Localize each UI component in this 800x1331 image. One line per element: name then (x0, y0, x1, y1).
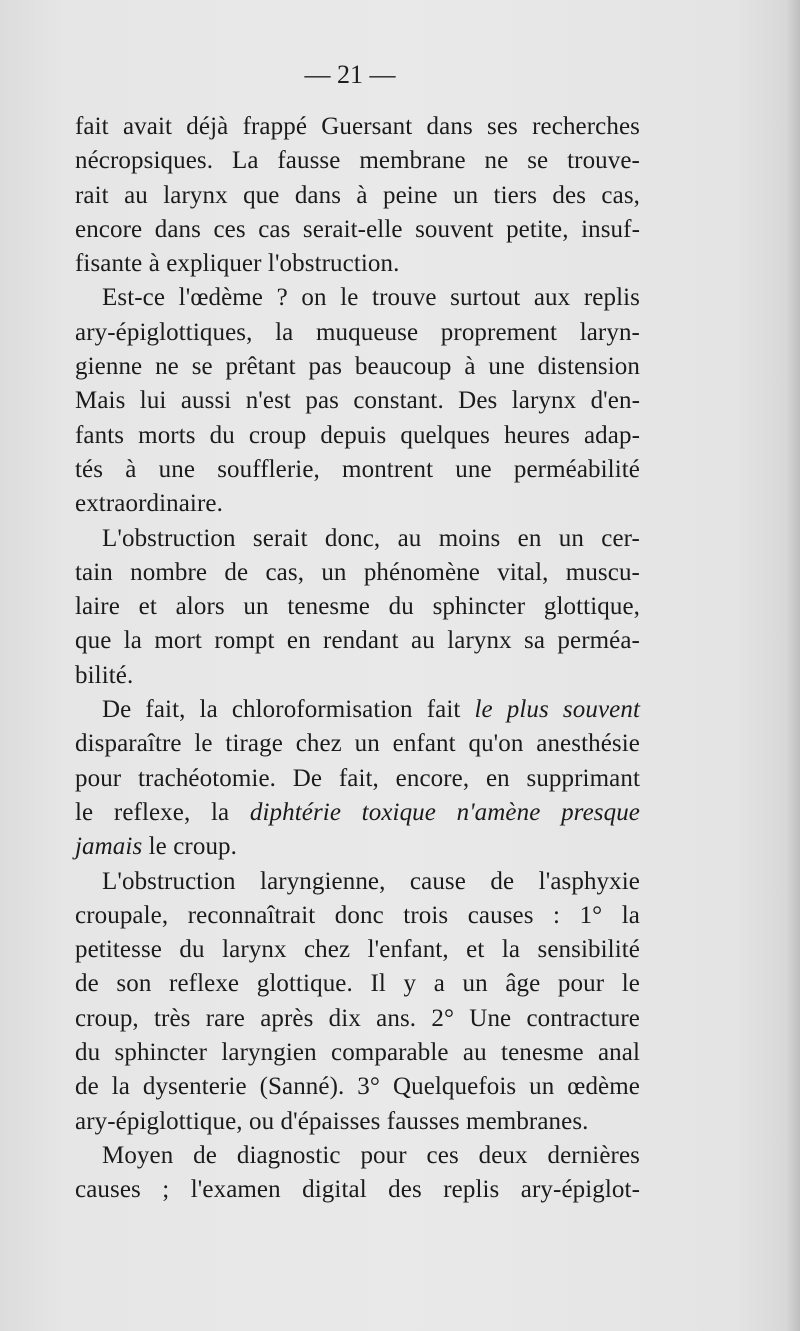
italic-segment: diphtérie toxique n'amène presque (249, 798, 640, 826)
text-line: fisante à expliquer l'obstruction. (75, 250, 400, 278)
text-line: Est-ce l'œdème ? on le trouve surtout aux replis (102, 284, 640, 312)
text-line: encore dans ces cas serait-elle souvent petite, insuf- (75, 215, 640, 243)
text-line: disparaître le tirage chez un enfant qu'on anesthésie (75, 730, 640, 758)
text-line-mixed (75, 796, 640, 830)
text-line: L'obstruction laryngienne, cause de l'asphyxie (102, 867, 640, 895)
text-segment: le croup. (142, 833, 237, 861)
text-line: Moyen de diagnostic pour ces deux dernières (102, 1141, 640, 1169)
text-line: tain nombre de cas, un phénomène vital, muscu- (75, 558, 640, 586)
text-line: bilité. (75, 661, 134, 689)
text-line: ary-épiglottiques, la muqueuse proprement laryn- (75, 318, 640, 346)
text-segment: le reflexe, la (75, 798, 250, 826)
italic-segment: le plus souvent (474, 696, 640, 724)
text-line: gienne ne se prêtant pas beaucoup à une distension (75, 353, 640, 381)
text-line: nécropsiques. La fausse membrane ne se trouve- (75, 147, 640, 175)
text-line: Mais lui aussi n'est pas constant. Des larynx d'en- (75, 387, 640, 415)
text-line: de la dysenterie (Sanné). 3° Quelquefois un œdème (75, 1073, 640, 1101)
text-line: de son reflexe glottique. Il y a un âge pour le (75, 970, 640, 998)
text-line: tés à une soufflerie, montrent une perméabilité (75, 455, 640, 483)
text-line-mixed (75, 693, 640, 727)
page-number: — 21 — (304, 60, 396, 89)
body-text (75, 110, 640, 1208)
text-line: extraordinaire. (75, 490, 223, 518)
text-line: croup, très rare après dix ans. 2° Une contracture (75, 1004, 640, 1032)
text-line: causes ; l'examen digital des replis ary-épiglot- (75, 1176, 640, 1204)
text-line: pour trachéotomie. De fait, encore, en supprimant (75, 764, 640, 792)
text-line: ary-épiglottique, ou d'épaisses fausses membranes. (75, 1107, 589, 1135)
text-line: du sphincter laryngien comparable au tenesme anal (75, 1039, 640, 1067)
text-line: croupale, reconnaîtrait donc trois causes : 1° la (75, 901, 640, 929)
text-line: fants morts du croup depuis quelques heures adap- (75, 421, 640, 449)
text-line: L'obstruction serait donc, au moins en un cer- (102, 524, 640, 552)
page-edge-shadow (786, 0, 800, 1331)
text-line-mixed (75, 830, 640, 864)
text-line: fait avait déjà frappé Guersant dans ses recherches (75, 113, 640, 140)
text-line: laire et alors un tenesme du sphincter glottique, (75, 593, 640, 621)
text-line: que la mort rompt en rendant au larynx sa perméa- (75, 627, 640, 655)
text-segment: De fait, la chloroformisation fait (102, 696, 475, 724)
italic-segment: jamais (75, 833, 143, 861)
text-line: petitesse du larynx chez l'enfant, et la sensibilité (75, 936, 640, 964)
text-line: rait au larynx que dans à peine un tiers des cas, (75, 181, 640, 209)
